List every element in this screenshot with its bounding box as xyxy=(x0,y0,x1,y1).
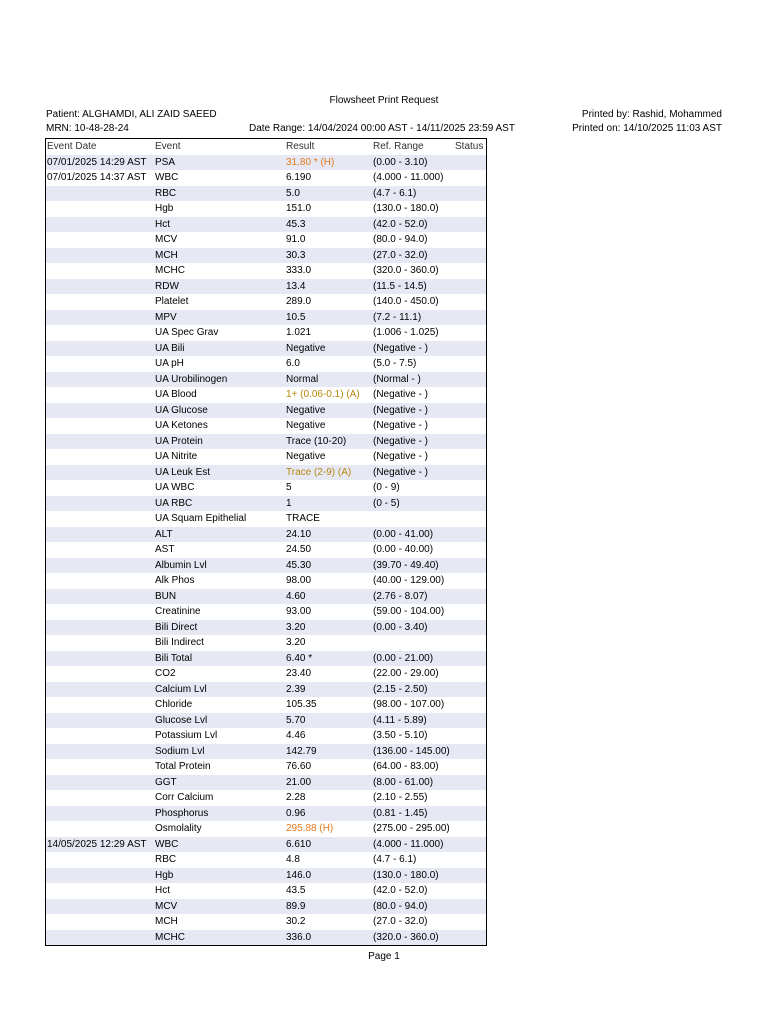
ref-range-cell: (0.00 - 21.00) xyxy=(373,652,434,664)
result-cell: 45.3 xyxy=(286,218,306,230)
event-cell: MCHC xyxy=(155,931,185,943)
table-row xyxy=(46,914,486,930)
table-row xyxy=(46,620,486,636)
ref-range-cell: (42.0 - 52.0) xyxy=(373,885,428,896)
result-cell: Trace (2-9) (A) xyxy=(286,466,352,478)
ref-range-cell: (2.76 - 8.07) xyxy=(373,590,428,602)
event-cell: MCH xyxy=(155,249,178,261)
table-row xyxy=(46,775,486,791)
event-cell: Hgb xyxy=(155,203,174,214)
event-cell: UA Squam Epithelial xyxy=(155,513,247,524)
ref-range-cell: (0.81 - 1.45) xyxy=(373,807,428,819)
table-row xyxy=(46,232,486,248)
event-cell: WBC xyxy=(155,838,179,850)
ref-range-cell: (4.7 - 6.1) xyxy=(373,187,417,199)
date-range: Date Range: 14/04/2024 00:00 AST - 14/11/2025 23:59 AST xyxy=(249,123,515,134)
event-cell: Bili Total xyxy=(155,652,193,664)
event-cell: RDW xyxy=(155,280,179,292)
event-cell: Alk Phos xyxy=(155,575,195,586)
result-cell: 5 xyxy=(286,482,292,493)
result-cell: 1 xyxy=(286,497,292,509)
printed-on: Printed on: 14/10/2025 11:03 AST xyxy=(572,123,722,134)
table-row xyxy=(46,263,486,279)
ref-range-cell: (2.15 - 2.50) xyxy=(373,683,428,695)
table-header xyxy=(46,139,486,155)
ref-range-cell: (275.00 - 295.00) xyxy=(373,823,450,834)
result-cell: 6.40 * xyxy=(286,652,313,664)
event-cell: CO2 xyxy=(155,668,176,679)
result-cell: 45.30 xyxy=(286,559,312,571)
document-title: Flowsheet Print Request xyxy=(329,95,439,106)
event-cell: Hct xyxy=(155,218,170,230)
ref-range-cell: (0.00 - 40.00) xyxy=(373,544,434,555)
event-cell: UA Urobilinogen xyxy=(155,373,228,385)
ref-range-cell: (Negative - ) xyxy=(373,342,429,354)
result-cell: 0.96 xyxy=(286,807,306,819)
ref-range-cell: (4.11 - 5.89) xyxy=(373,714,427,726)
event-date-cell: 07/01/2025 14:29 AST xyxy=(47,156,147,168)
event-cell: MPV xyxy=(155,311,177,323)
table-row xyxy=(46,852,486,868)
result-cell: 4.60 xyxy=(286,590,306,602)
table-row xyxy=(46,449,486,465)
table-body xyxy=(46,155,486,946)
table-row xyxy=(46,806,486,822)
event-cell: Albumin Lvl xyxy=(155,559,207,571)
ref-range-cell: (0.00 - 41.00) xyxy=(373,528,434,540)
column-header-event: Event xyxy=(155,141,181,152)
column-header-result: Result xyxy=(286,141,315,152)
event-cell: UA Protein xyxy=(155,435,203,447)
result-cell: Trace (10-20) xyxy=(286,435,347,447)
result-cell: 76.60 xyxy=(286,761,312,772)
event-cell: BUN xyxy=(155,590,177,602)
ref-range-cell: (4.000 - 11.000) xyxy=(373,838,444,850)
table-row xyxy=(46,217,486,233)
result-cell: 98.00 xyxy=(286,575,312,586)
table-row xyxy=(46,310,486,326)
event-cell: Creatinine xyxy=(155,606,201,617)
result-cell: 151.0 xyxy=(286,203,312,214)
event-cell: WBC xyxy=(155,172,179,183)
event-cell: MCV xyxy=(155,234,178,245)
event-cell: Glucose Lvl xyxy=(155,714,208,726)
table-row xyxy=(46,155,486,171)
ref-range-cell: (130.0 - 180.0) xyxy=(373,869,439,881)
table-row xyxy=(46,465,486,481)
event-cell: Bili Direct xyxy=(155,621,198,633)
table-row xyxy=(46,480,486,496)
table-row xyxy=(46,589,486,605)
table-row xyxy=(46,341,486,357)
table-row xyxy=(46,496,486,512)
result-cell: 24.10 xyxy=(286,528,312,540)
event-cell: Hgb xyxy=(155,869,174,881)
ref-range-cell: (5.0 - 7.5) xyxy=(373,358,417,369)
ref-range-cell: (Negative - ) xyxy=(373,451,429,462)
ref-range-cell: (Negative - ) xyxy=(373,420,429,431)
table-row xyxy=(46,201,486,217)
result-cell: 3.20 xyxy=(286,621,306,633)
result-cell: 5.0 xyxy=(286,187,300,199)
event-date-cell: 14/05/2025 12:29 AST xyxy=(47,838,147,850)
table-row xyxy=(46,635,486,651)
result-cell: 295.88 (H) xyxy=(286,823,334,834)
table-row xyxy=(46,294,486,310)
ref-range-cell: (40.00 - 129.00) xyxy=(373,575,445,586)
table-row xyxy=(46,682,486,698)
result-cell: 5.70 xyxy=(286,714,306,726)
result-cell: 146.0 xyxy=(286,869,312,881)
event-cell: Hct xyxy=(155,885,170,896)
patient-mrn: MRN: 10-48-28-24 xyxy=(46,123,129,134)
result-cell: 13.4 xyxy=(286,280,306,292)
ref-range-cell: (Negative - ) xyxy=(373,466,429,478)
result-cell: 105.35 xyxy=(286,699,317,710)
column-header-status: Status xyxy=(455,141,484,152)
result-cell: 24.50 xyxy=(286,544,312,555)
ref-range-cell: (Normal - ) xyxy=(373,373,421,385)
table-row xyxy=(46,604,486,620)
ref-range-cell: (320.0 - 360.0) xyxy=(373,931,439,943)
result-cell: 336.0 xyxy=(286,931,312,943)
event-cell: UA WBC xyxy=(155,482,195,493)
ref-range-cell: (64.00 - 83.00) xyxy=(373,761,439,772)
table-row xyxy=(46,511,486,527)
ref-range-cell: (0 - 5) xyxy=(373,497,400,509)
ref-range-cell: (80.0 - 94.0) xyxy=(373,234,428,245)
event-cell: UA RBC xyxy=(155,497,193,509)
event-cell: RBC xyxy=(155,854,177,865)
event-cell: ALT xyxy=(155,528,173,540)
printed-by: Printed by: Rashid, Mohammed xyxy=(581,109,722,120)
result-cell: Negative xyxy=(286,404,326,416)
flowsheet-table xyxy=(45,138,487,946)
result-cell: 3.20 xyxy=(286,637,306,648)
table-row xyxy=(46,403,486,419)
column-header-ref-range: Ref. Range xyxy=(373,141,424,152)
table-row xyxy=(46,651,486,667)
ref-range-cell: (Negative - ) xyxy=(373,389,429,400)
event-cell: Total Protein xyxy=(155,761,211,772)
table-row xyxy=(46,279,486,295)
event-cell: Bili Indirect xyxy=(155,637,204,648)
event-cell: UA Nitrite xyxy=(155,451,198,462)
table-row xyxy=(46,186,486,202)
result-cell: 21.00 xyxy=(286,776,312,788)
table-row xyxy=(46,837,486,853)
result-cell: 43.5 xyxy=(286,885,306,896)
result-cell: 6.0 xyxy=(286,358,300,369)
ref-range-cell: (22.00 - 29.00) xyxy=(373,668,439,679)
event-cell: UA pH xyxy=(155,358,184,369)
ref-range-cell: (136.00 - 145.00) xyxy=(373,745,450,757)
table-row xyxy=(46,418,486,434)
event-date-cell: 07/01/2025 14:37 AST xyxy=(47,172,147,183)
result-cell: 1+ (0.06-0.1) (A) xyxy=(286,389,360,400)
ref-range-cell: (Negative - ) xyxy=(373,435,429,447)
result-cell: 2.39 xyxy=(286,683,306,695)
event-cell: RBC xyxy=(155,187,177,199)
result-cell: 6.610 xyxy=(286,838,312,850)
table-row xyxy=(46,558,486,574)
event-cell: MCV xyxy=(155,900,178,912)
event-cell: Corr Calcium xyxy=(155,792,214,803)
ref-range-cell: (80.0 - 94.0) xyxy=(373,900,428,912)
event-cell: AST xyxy=(155,544,175,555)
event-cell: GGT xyxy=(155,776,177,788)
event-cell: UA Leuk Est xyxy=(155,466,211,478)
table-row xyxy=(46,713,486,729)
event-cell: UA Ketones xyxy=(155,420,208,431)
result-cell: 89.9 xyxy=(286,900,306,912)
result-cell: Negative xyxy=(286,420,326,431)
table-row xyxy=(46,697,486,713)
table-row xyxy=(46,868,486,884)
event-cell: Platelet xyxy=(155,296,189,307)
event-cell: UA Blood xyxy=(155,389,197,400)
ref-range-cell: (42.0 - 52.0) xyxy=(373,218,428,230)
result-cell: 1.021 xyxy=(286,327,312,338)
result-cell: 289.0 xyxy=(286,296,312,307)
table-row xyxy=(46,821,486,837)
table-row xyxy=(46,527,486,543)
result-cell: 333.0 xyxy=(286,265,312,276)
event-cell: Potassium Lvl xyxy=(155,730,218,741)
column-header-event-date: Event Date xyxy=(47,141,97,152)
page-number: Page 1 xyxy=(368,951,400,962)
result-cell: 93.00 xyxy=(286,606,312,617)
table-row xyxy=(46,899,486,915)
table-row xyxy=(46,666,486,682)
event-cell: Phosphorus xyxy=(155,807,209,819)
table-row xyxy=(46,170,486,186)
table-row xyxy=(46,542,486,558)
result-cell: 4.46 xyxy=(286,730,306,741)
ref-range-cell: (0 - 9) xyxy=(373,482,400,493)
ref-range-cell: (0.00 - 3.10) xyxy=(373,156,428,168)
event-cell: UA Bili xyxy=(155,342,185,354)
patient-name: Patient: ALGHAMDI, ALI ZAID SAEED xyxy=(46,109,217,120)
result-cell: 142.79 xyxy=(286,745,317,757)
ref-range-cell: (11.5 - 14.5) xyxy=(373,280,427,292)
table-row xyxy=(46,356,486,372)
event-cell: MCHC xyxy=(155,265,185,276)
result-cell: 2.28 xyxy=(286,792,306,803)
event-cell: PSA xyxy=(155,156,176,168)
ref-range-cell: (Negative - ) xyxy=(373,404,429,416)
table-row xyxy=(46,248,486,264)
event-cell: Sodium Lvl xyxy=(155,745,205,757)
result-cell: 6.190 xyxy=(286,172,312,183)
ref-range-cell: (1.006 - 1.025) xyxy=(373,327,439,338)
result-cell: 4.8 xyxy=(286,854,300,865)
table-row xyxy=(46,930,486,946)
event-cell: MCH xyxy=(155,916,178,927)
ref-range-cell: (27.0 - 32.0) xyxy=(373,916,428,927)
event-cell: UA Spec Grav xyxy=(155,327,219,338)
table-row xyxy=(46,883,486,899)
ref-range-cell: (98.00 - 107.00) xyxy=(373,699,445,710)
table-row xyxy=(46,387,486,403)
table-row xyxy=(46,728,486,744)
ref-range-cell: (8.00 - 61.00) xyxy=(373,776,434,788)
event-cell: UA Glucose xyxy=(155,404,208,416)
result-cell: TRACE xyxy=(286,513,320,524)
table-row xyxy=(46,372,486,388)
result-cell: 30.3 xyxy=(286,249,306,261)
result-cell: 31.80 * (H) xyxy=(286,156,335,168)
ref-range-cell: (7.2 - 11.1) xyxy=(373,311,422,323)
ref-range-cell: (59.00 - 104.00) xyxy=(373,606,445,617)
result-cell: 10.5 xyxy=(286,311,306,323)
table-row xyxy=(46,759,486,775)
ref-range-cell: (320.0 - 360.0) xyxy=(373,265,439,276)
ref-range-cell: (4.000 - 11.000) xyxy=(373,172,444,183)
result-cell: Negative xyxy=(286,451,326,462)
ref-range-cell: (130.0 - 180.0) xyxy=(373,203,439,214)
event-cell: Chloride xyxy=(155,699,193,710)
result-cell: 23.40 xyxy=(286,668,312,679)
table-row xyxy=(46,790,486,806)
event-cell: Osmolality xyxy=(155,823,202,834)
result-cell: 30.2 xyxy=(286,916,306,927)
ref-range-cell: (39.70 - 49.40) xyxy=(373,559,439,571)
result-cell: Normal xyxy=(286,373,319,385)
event-cell: Calcium Lvl xyxy=(155,683,207,695)
table-row xyxy=(46,573,486,589)
ref-range-cell: (27.0 - 32.0) xyxy=(373,249,428,261)
table-row xyxy=(46,434,486,450)
result-cell: 91.0 xyxy=(286,234,306,245)
ref-range-cell: (3.50 - 5.10) xyxy=(373,730,428,741)
ref-range-cell: (4.7 - 6.1) xyxy=(373,854,417,865)
table-row xyxy=(46,744,486,760)
result-cell: Negative xyxy=(286,342,326,354)
ref-range-cell: (2.10 - 2.55) xyxy=(373,792,428,803)
ref-range-cell: (0.00 - 3.40) xyxy=(373,621,428,633)
table-row xyxy=(46,325,486,341)
ref-range-cell: (140.0 - 450.0) xyxy=(373,296,439,307)
